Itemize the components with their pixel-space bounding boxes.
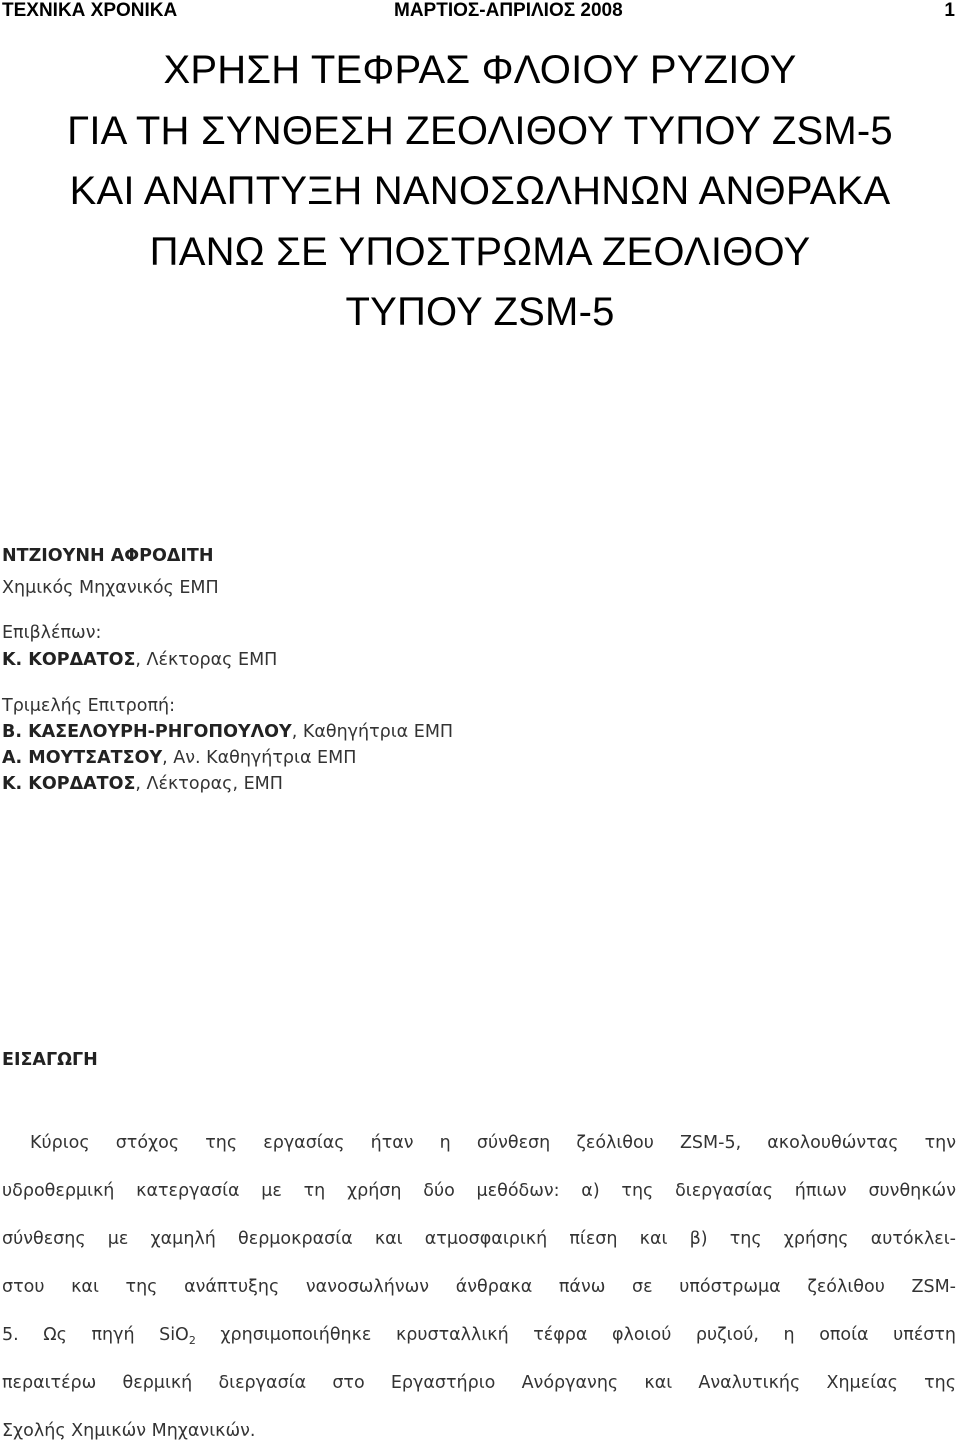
journal-name: ΤΕΧΝΙΚΑ ΧΡΟΝΙΚΑ [2, 0, 178, 21]
paragraph-line: στου και της ανάπτυξης νανοσωλήνων άνθρακα πάνω σε υπόστρωμα ζεόλιθου ZSM- [2, 1277, 956, 1297]
member-name: Κ. ΚΟΡΔΑΤΟΣ [2, 774, 136, 794]
member-name: Α. ΜΟΥΤΣΑΤΣΟΥ [2, 748, 163, 768]
section-heading: ΕΙΣΑΓΩΓΗ [2, 1050, 98, 1070]
member-role: , Αν. Καθηγήτρια ΕΜΠ [162, 748, 357, 768]
paragraph-line: 5. Ως πηγή SiO$_2$ χρησιμοποιήθηκε κρυσταλλική τέφρα φλοιού ρυζιού, η οποία υπέστη [2, 1325, 956, 1347]
title-line: ΠΑΝΩ ΣΕ ΥΠΟΣΤΡΩΜΑ ΖΕΟΛΙΘΟΥ [149, 229, 811, 274]
paragraph-line: σύνθεσης με χαμηλή θερμοκρασία και ατμοσφαιρική πίεση και β) της χρήσης αυτόκλει- [2, 1229, 956, 1249]
author-name: ΝΤΖΙΟΥΝΗ ΑΦΡΟΔΙΤΗ [2, 546, 214, 566]
supervisor-label: Επιβλέπων: [2, 623, 102, 643]
paragraph-line: υδροθερμική κατεργασία με τη χρήση δύο μεθόδων: α) της διεργασίας ήπιων συνθηκών [2, 1181, 956, 1201]
committee-member [2, 774, 283, 794]
member-role: , Λέκτορας, ΕΜΠ [135, 774, 283, 794]
supervisor-role: , Λέκτορας ΕΜΠ [135, 650, 278, 670]
title-line: ΚΑΙ ΑΝΑΠΤΥΞΗ ΝΑΝΟΣΩΛΗΝΩΝ ΑΝΘΡΑΚΑ [69, 169, 891, 213]
running-header [0, 0, 960, 22]
paragraph-line: Κύριος στόχος της εργασίας ήταν η σύνθεση ζεόλιθου ZSM-5, ακολουθώντας την [30, 1133, 956, 1153]
committee-member [2, 722, 453, 742]
paragraph-line: περαιτέρω θερμική διεργασία στο Εργαστήριο Ανόργανης και Αναλυτικής Χημείας της [2, 1373, 956, 1393]
issue-date: ΜΑΡΤΙΟΣ-ΑΠΡΙΛΙΟΣ 2008 [394, 0, 623, 21]
page-number: 1 [944, 0, 955, 21]
committee-label: Τριμελής Επιτροπή: [2, 696, 175, 716]
member-name: Β. ΚΑΣΕΛΟΥΡΗ-ΡΗΓΟΠΟΥΛΟΥ [2, 722, 292, 742]
title-line: ΤΥΠΟΥ ZSM-5 [345, 290, 615, 334]
title-line: ΓΙΑ ΤΗ ΣΥΝΘΕΣΗ ΖΕΟΛΙΘΟΥ ΤΥΠΟΥ ZSM-5 [67, 108, 893, 153]
title-line: ΧΡΗΣΗ ΤΕΦΡΑΣ ΦΛΟΙΟΥ ΡΥΖΙΟΥ [163, 48, 797, 92]
committee-member [2, 748, 356, 768]
paper-title [0, 40, 960, 343]
author-title: Χημικός Μηχανικός ΕΜΠ [2, 578, 219, 598]
paragraph-line: Σχολής Χημικών Μηχανικών. [2, 1421, 256, 1441]
supervisor-name: Κ. ΚΟΡΔΑΤΟΣ [2, 650, 136, 670]
supervisor [2, 650, 277, 670]
member-role: , Καθηγήτρια ΕΜΠ [291, 722, 454, 742]
